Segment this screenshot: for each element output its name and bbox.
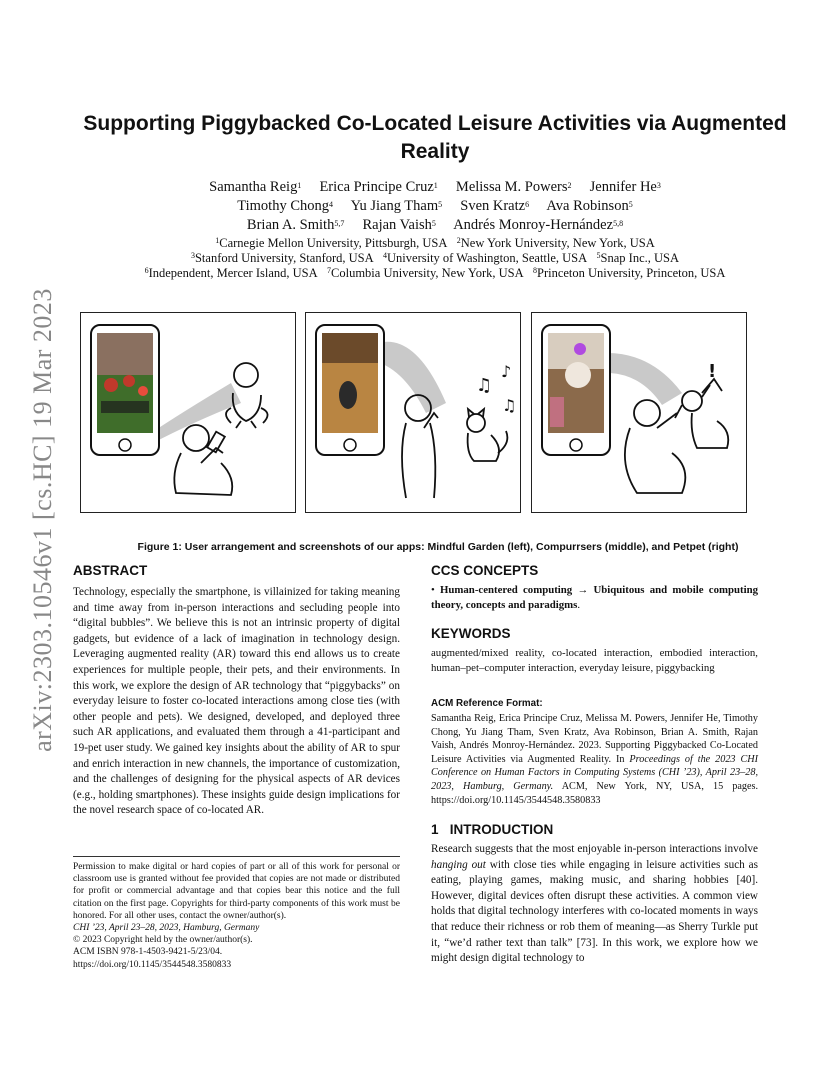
keywords-text: augmented/mixed reality, co-located interaction, embodied interaction, human–pet–computer interaction, everyday leisure, piggybacking	[431, 647, 758, 675]
abstract-text: Technology, especially the smartphone, is villainized for taking meaning and time away from in-person interactions and secluding people into “digital bubbles”. We believe this is not an intrinsic property of digital gadgets, but evidence of a lack of imagination in technology design. Leveraging augmented reality (AR) toward this end allows us to create experiences for multiple people, their pets, and their environments. In this work, we explore the design of AR technology that “piggybacks” on everyday leisure to foster co-located interactions among close ties (with other people and pets). We designed, developed, and deployed three such AR applications, and evaluated them through a 41-participant and 19-pet user study. We gained key insights about the ability of AR to spur and enrich interaction in new channels, the importance of customization, and the challenges of designing for the physical aspects of AR devices (e.g., holding smartphones). These insights guide design implications for the novel research space of co-located AR.	[73, 586, 400, 817]
intro-text: Research suggests that the most enjoyable in-person interactions involve hanging out with close ties while engaging in leisure activities such as eating, playing games, making music, and sharing hobbies [40]. However, digital devices often disrupt these activities. A common view holds that digital technology interferes with co-located moments in ways that reduce their richness or rob them of meaning—as Sherry Turkle put it, “we’d rather text than talk” [73]. In this work, we explore how we might design digital technology to	[431, 843, 759, 965]
ccs-heading: CCS CONCEPTS	[431, 563, 539, 578]
affiliation-line-2: $^3$Stanford University, Stanford, USA $^4$University of Washington, Seattle, USA $^5$Snap Inc., USA	[190, 251, 680, 265]
music-notes-icon	[476, 362, 516, 415]
figure-panel-middle	[305, 312, 521, 513]
arxiv-identifier: arXiv:2303.10546v1 [cs.HC] 19 Mar 2023	[28, 288, 57, 752]
svg-text:♫: ♫	[476, 375, 493, 396]
petpet-illustration	[532, 313, 745, 511]
compurrsers-illustration	[306, 313, 519, 511]
acm-ref-heading: ACM Reference Format:	[431, 698, 543, 709]
mindful-garden-illustration	[81, 313, 294, 511]
person-illustration	[402, 395, 438, 498]
affiliation-line-3: $^6$Independent, Mercer Island, USA $^7$Columbia University, New York, USA $^8$Princeton University, Princeton, USA	[144, 266, 726, 280]
svg-text:♪: ♪	[501, 362, 512, 381]
author-line-1: Samantha Reig$^1$ Erica Principe Cruz$^1$ Melissa M. Powers$^2$ Jennifer He$^3$	[209, 179, 661, 195]
ccs-text: • Human-centered computing → Ubiquitous and mobile computing theory, concepts and paradigms.	[431, 584, 758, 612]
paper-title: Supporting Piggybacked Co-Located Leisure Activities via Augmented Reality	[83, 112, 787, 163]
dog-illustration	[675, 379, 728, 448]
svg-text:!: !	[708, 361, 717, 382]
affiliation-line-1: $^1$Carnegie Mellon University, Pittsburgh, USA $^2$New York University, New York, USA	[215, 236, 655, 250]
cat-illustration	[467, 409, 507, 461]
acm-ref-text: Samantha Reig, Erica Principe Cruz, Melissa M. Powers, Jennifer He, Timothy Chong, Yu Jiang Tham, Sven Kratz, Ava Robinson, Brian A. Smith, Rajan Vaish, Andrés Monroy-Hernández. 2023. Supporting Piggybacked Co-Located Leisure Activities via Augmented Reality. In Proceedings of the 2023 CHI Conference on Human Factors in Computing Systems (CHI ’23), April 23–28, 2023, Hamburg, Germany. ACM, New York, NY, USA, 15 pages. https://doi.org/10.1145/3544548.3580833	[431, 713, 758, 806]
abstract-heading: ABSTRACT	[73, 563, 148, 578]
permission-notice: Permission to make digital or hard copies of part or all of this work for personal or classroom use is granted without fee provided that copies are not made or distributed for profit or commercial advantage and that copies bear this notice and the full citation on the first page. Copyrights for third-party components of this work must be honored. For all other uses, contact the owner/author(s). CHI ’23, April 23–28, 2023, Hamburg, Germany © 2023 Copyright held by the owner/author(s). ACM ISBN 978-1-4503-9421-5/23/04. https://doi.org/10.1145/3544548.3580833	[73, 862, 400, 970]
person-illustration	[226, 363, 268, 428]
author-line-3: Brian A. Smith$^{5,7}$ Rajan Vaish$^5$ Andrés Monroy-Hernández$^{5,8}$	[246, 217, 624, 233]
figure-panel-left	[80, 312, 296, 513]
keywords-heading: KEYWORDS	[431, 626, 511, 641]
doi-link[interactable]: https://doi.org/10.1145/3544548.3580833	[73, 959, 232, 970]
intro-heading: 1 INTRODUCTION	[431, 822, 554, 837]
author-line-2: Timothy Chong$^4$ Yu Jiang Tham$^5$ Sven Kratz$^6$ Ava Robinson$^5$	[237, 198, 633, 214]
person-illustration	[174, 425, 232, 495]
figure-caption: Figure 1: User arrangement and screenshots of our apps: Mindful Garden (left), Compurrsers (middle), and Petpet (right)	[137, 541, 739, 553]
figure-panel-right	[531, 312, 747, 513]
footnote-divider	[73, 856, 400, 857]
svg-text:♫: ♫	[502, 396, 517, 415]
